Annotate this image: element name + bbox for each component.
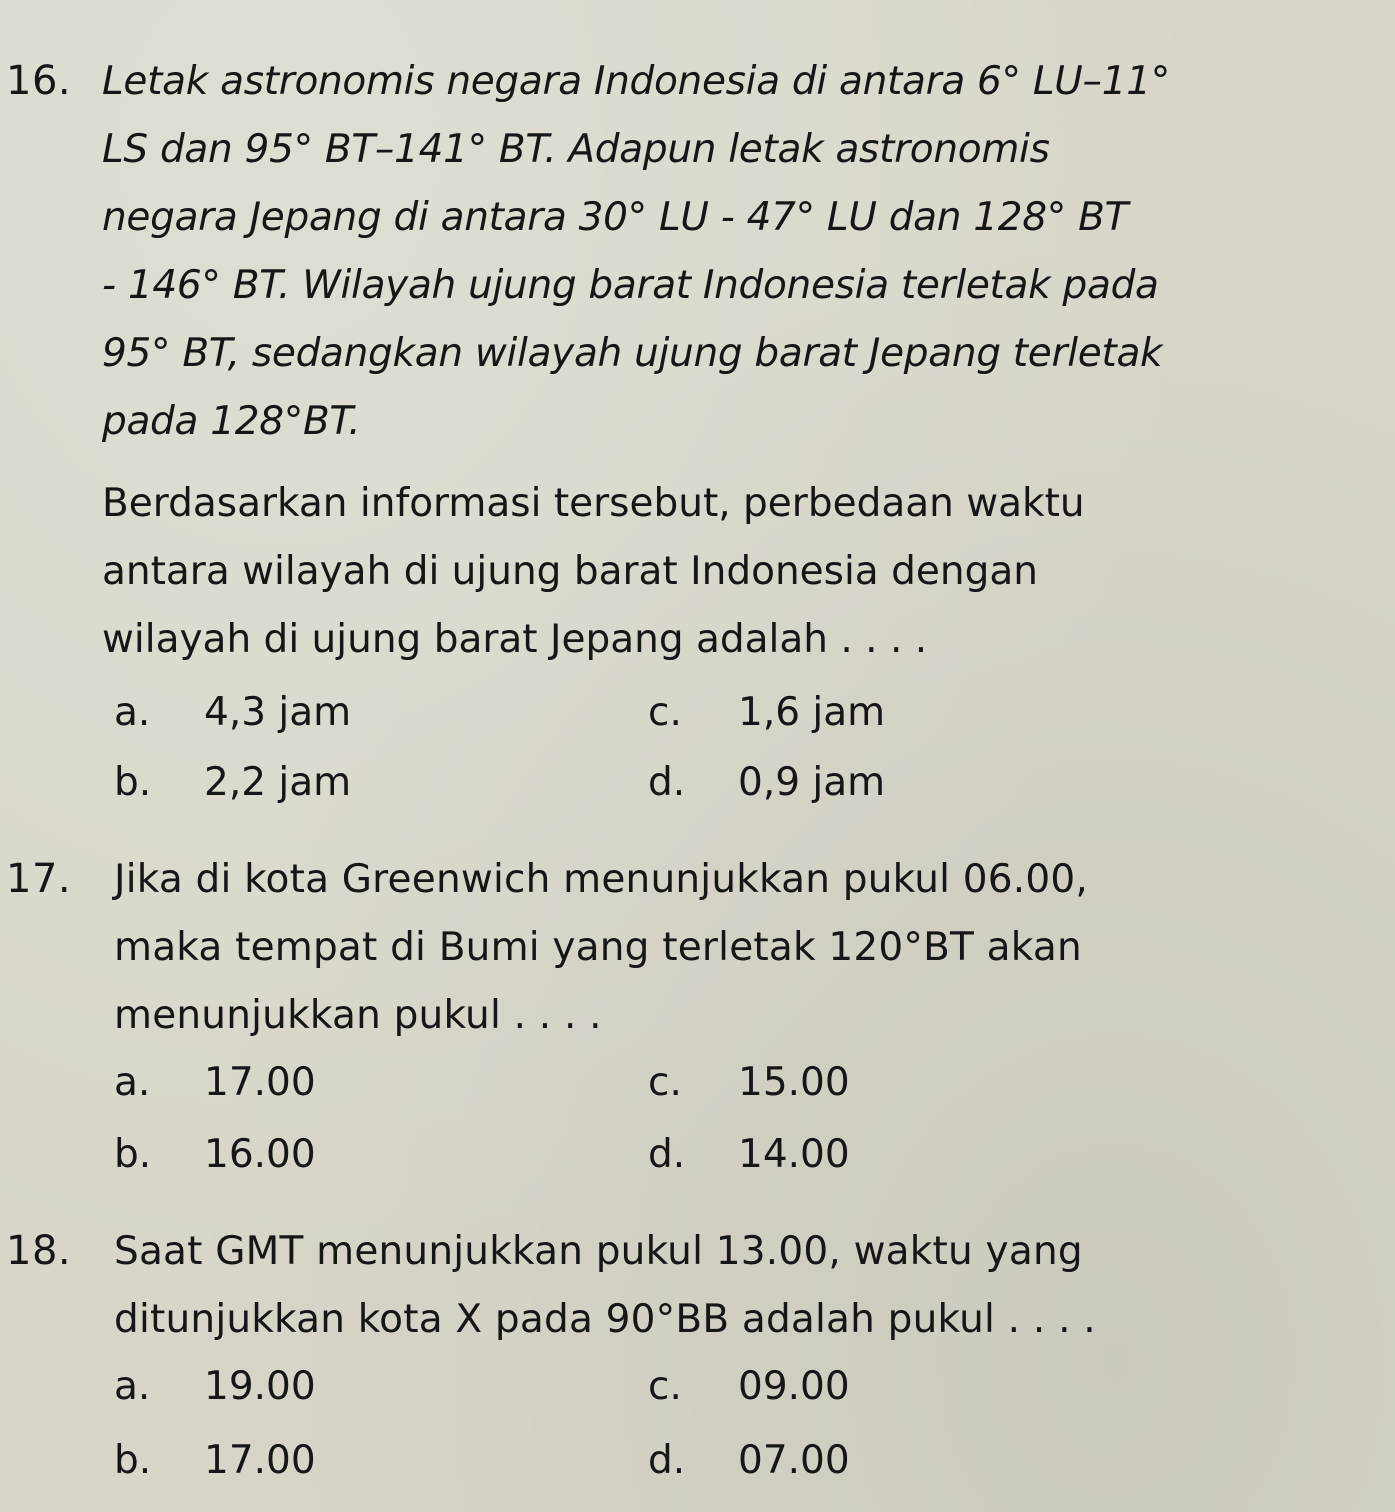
stem-line: LS dan 95° BT–141° BT. Adapun letak astronomis	[102, 127, 1050, 172]
stem-line: negara Jepang di antara 30° LU - 47° LU dan 128° BT	[102, 195, 1129, 240]
option-d[interactable]	[648, 1436, 850, 1486]
stem-line: ditunjukkan kota X pada 90°BB adalah pukul . . . .	[114, 1297, 1096, 1342]
option-letter: b.	[114, 1438, 152, 1483]
option-value: 16.00	[204, 1132, 316, 1177]
stem-line: Saat GMT menunjukkan pukul 13.00, waktu yang	[114, 1229, 1083, 1274]
question-stem	[102, 48, 1272, 456]
question-number: 17.	[6, 856, 72, 902]
option-value: 19.00	[204, 1364, 316, 1409]
question-number: 16.	[6, 58, 72, 104]
stem-line: 95° BT, sedangkan wilayah ujung barat Jepang terletak	[102, 331, 1163, 376]
option-a[interactable]	[114, 1058, 316, 1108]
option-d[interactable]	[648, 1130, 850, 1180]
question-prompt	[102, 470, 1272, 674]
prompt-line: antara wilayah di ujung barat Indonesia dengan	[102, 549, 1038, 594]
option-value: 17.00	[204, 1438, 316, 1483]
option-letter: c.	[648, 1364, 682, 1409]
option-value: 07.00	[738, 1438, 850, 1483]
option-letter: c.	[648, 1060, 682, 1105]
option-a[interactable]	[114, 1362, 316, 1412]
stem-line: Jika di kota Greenwich menunjukkan pukul 06.00,	[114, 857, 1089, 902]
stem-line: pada 128°BT.	[102, 399, 361, 444]
option-c[interactable]	[648, 1058, 850, 1108]
option-letter: a.	[114, 690, 151, 735]
stem-line: Letak astronomis negara Indonesia di antara 6° LU–11°	[102, 59, 1170, 104]
option-letter: a.	[114, 1060, 151, 1105]
option-letter: b.	[114, 1132, 152, 1177]
option-value: 2,2 jam	[204, 760, 352, 805]
option-c[interactable]	[648, 688, 885, 738]
option-value: 17.00	[204, 1060, 316, 1105]
question-stem	[114, 1218, 1264, 1354]
option-b[interactable]	[114, 1436, 316, 1486]
option-value: 14.00	[738, 1132, 850, 1177]
stem-line: menunjukkan pukul . . . .	[114, 993, 602, 1038]
option-b[interactable]	[114, 758, 351, 808]
prompt-line: Berdasarkan informasi tersebut, perbedaan waktu	[102, 481, 1085, 526]
stem-line: maka tempat di Bumi yang terletak 120°BT akan	[114, 925, 1082, 970]
option-b[interactable]	[114, 1130, 316, 1180]
question-stem	[114, 846, 1264, 1050]
option-letter: d.	[648, 1438, 686, 1483]
option-value: 0,9 jam	[738, 760, 886, 805]
option-letter: b.	[114, 760, 152, 805]
stem-line: - 146° BT. Wilayah ujung barat Indonesia terletak pada	[102, 263, 1159, 308]
option-value: 09.00	[738, 1364, 850, 1409]
option-letter: d.	[648, 760, 686, 805]
option-value: 1,6 jam	[738, 690, 886, 735]
option-value: 15.00	[738, 1060, 850, 1105]
option-letter: d.	[648, 1132, 686, 1177]
option-c[interactable]	[648, 1362, 850, 1412]
option-letter: c.	[648, 690, 682, 735]
option-a[interactable]	[114, 688, 351, 738]
option-value: 4,3 jam	[204, 690, 352, 735]
question-number: 18.	[6, 1228, 72, 1274]
option-letter: a.	[114, 1364, 151, 1409]
option-d[interactable]	[648, 758, 885, 808]
prompt-line: wilayah di ujung barat Jepang adalah . . . .	[102, 617, 928, 662]
